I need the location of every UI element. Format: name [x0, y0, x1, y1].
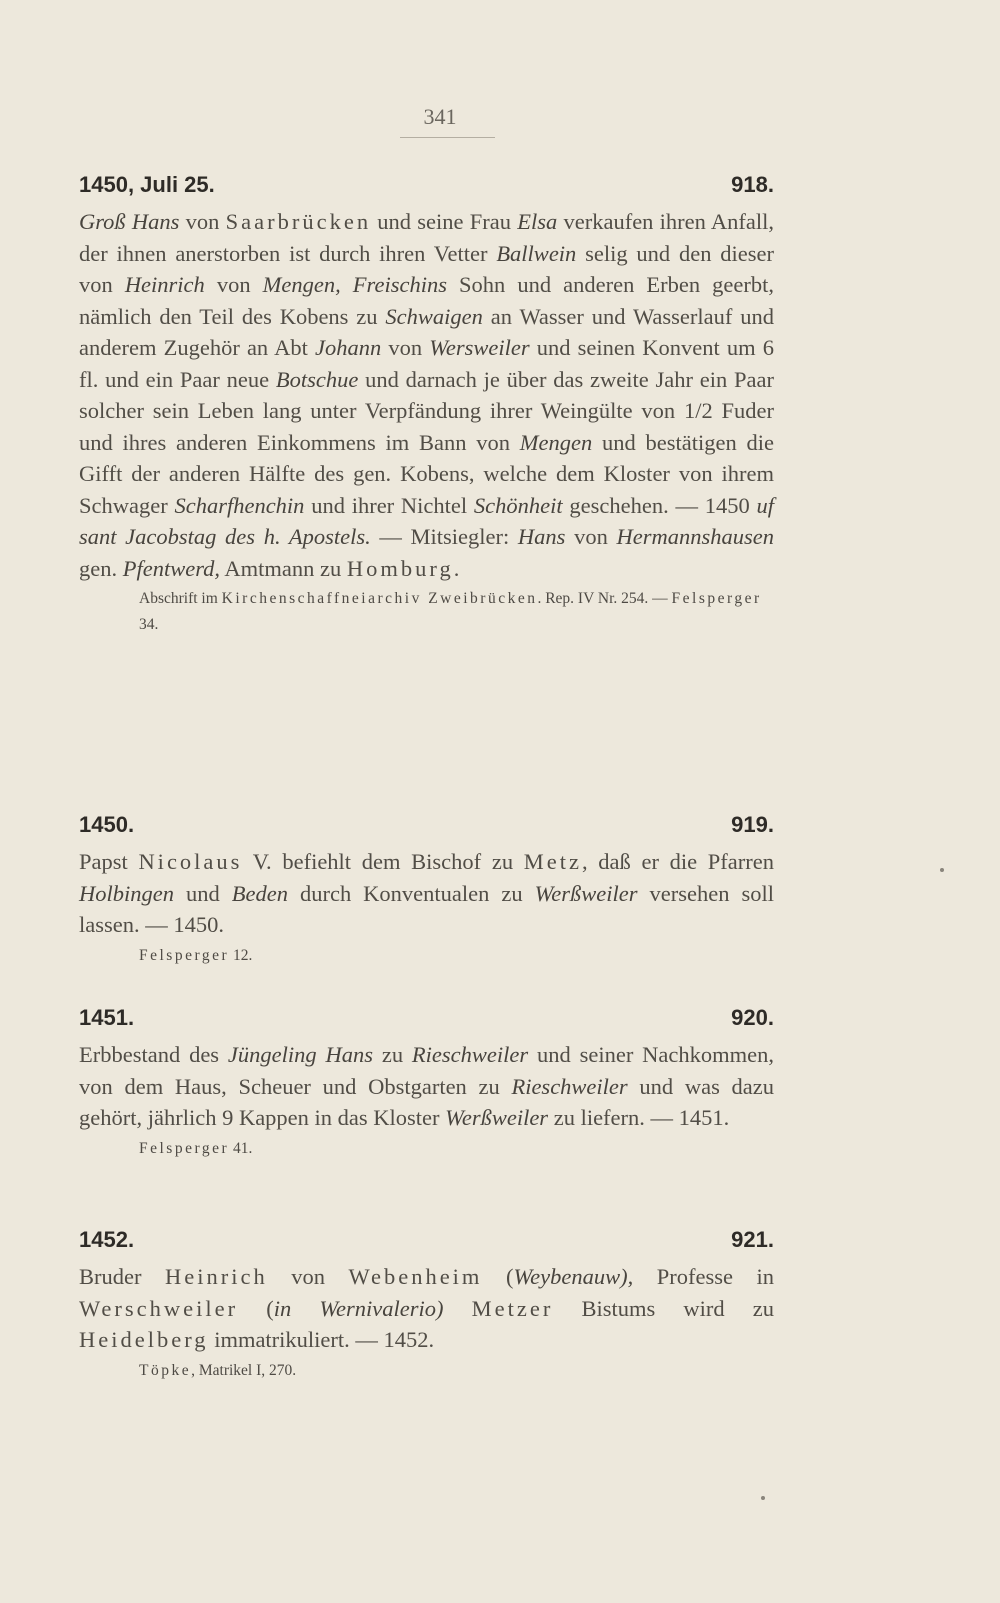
entry-921 [79, 1227, 774, 1384]
place-name: Wersweiler [429, 335, 530, 360]
text-run: zu liefern. — 1451. [548, 1105, 730, 1130]
person-name: Hans [517, 524, 566, 549]
text-run: von [565, 524, 617, 549]
source-author: Felsperger [139, 946, 230, 964]
text-run: und seine Frau [371, 209, 518, 234]
place-name: Rieschweiler [411, 1042, 529, 1067]
person-name: Scharfhenchin [174, 492, 305, 518]
person-name: Groß Hans [79, 209, 180, 234]
page-number-rule [400, 137, 495, 138]
text-run [444, 1296, 472, 1321]
entry-regest [79, 1261, 774, 1356]
text-run: Sohn und anderen Erben geerbt, nämlich den Teil des Kobens zu [79, 272, 775, 329]
person-name: Heinrich [165, 1264, 268, 1289]
place-name: Metzer [471, 1295, 554, 1321]
text-run: durch Konventualen zu [287, 880, 535, 906]
text-run: Professe in [633, 1264, 774, 1289]
entry-number: 919. [731, 812, 774, 837]
entry-source [79, 1136, 774, 1162]
source-text: 34. [139, 616, 159, 633]
text-run: Erbbestand des [79, 1042, 228, 1067]
text-run: und seinen Konvent um 6 fl. und ein Paar neue [79, 335, 775, 392]
entry-date: 1450. [79, 812, 135, 837]
text-run: versehen soll lassen. — 1450. [79, 880, 775, 937]
entry-source [79, 586, 774, 638]
person-name: Hermannshausen [616, 524, 775, 549]
text-run: ( [238, 1295, 274, 1321]
person-name: Heinrich [124, 272, 205, 297]
text-run: zu [372, 1042, 412, 1067]
entry-number: 920. [731, 1005, 774, 1030]
entry-header [79, 1005, 774, 1035]
place-name: Webenheim [348, 1264, 483, 1289]
entry-date: 1450, Juli 25. [79, 172, 215, 197]
place-name: Weybenauw), [513, 1264, 634, 1289]
text-run: und darnach je über das zweite Jahr ein Paar solcher sein Leben lang unter Verpfändung ihrer Weingülte von [79, 366, 774, 423]
text-run: immatrikuliert. — 1452. [208, 1327, 435, 1352]
source-text: 12. [229, 946, 253, 964]
text-run: Amtmann zu [220, 555, 347, 581]
source-text: . Rep. IV Nr. 254. — [537, 590, 672, 607]
page-number: 341 [423, 104, 457, 129]
text-run: und bestätigen die Gifft der anderen Hälfte des gen. Kobens, welche dem Kloster von ihrem Schwager [79, 429, 774, 518]
source-author: Töpke [139, 1361, 192, 1379]
text-run: Fuder und ihres anderen Einkommens im Bann von [79, 398, 775, 455]
person-name: Nicolaus [138, 849, 243, 874]
text-run: Bruder [79, 1264, 166, 1289]
place-name: Homburg [346, 555, 454, 581]
place-name: Heidelberg [79, 1327, 209, 1352]
text-run: verkaufen ihren Anfall, der ihnen anerstorben ist durch ihren Vetter [79, 209, 774, 266]
place-name: Werßweiler [534, 880, 638, 906]
text-run: und [174, 880, 232, 906]
text-run: von [381, 335, 430, 360]
source-text: Abschrift im [139, 590, 222, 607]
paper-speck [761, 1496, 765, 1500]
entry-number: 918. [731, 172, 774, 197]
entry-source [79, 1358, 774, 1384]
person-name: Elsa [517, 209, 558, 234]
source-text: , Matrikel I, 270. [191, 1361, 297, 1379]
text-run: von [267, 1264, 349, 1289]
text-run: Bistums wird zu [553, 1295, 774, 1321]
place-name: Mengen [519, 429, 593, 455]
text-run: Papst [79, 849, 139, 874]
place-name: Schwaigen [385, 303, 483, 329]
text-run: V. befiehlt dem Bischof zu [242, 849, 524, 874]
entry-date: 1451. [79, 1005, 135, 1030]
entry-919 [79, 812, 774, 969]
entry-920 [79, 1005, 774, 1162]
text-run: geschehen. — 1450 [562, 492, 757, 518]
text-run: ( [482, 1264, 514, 1289]
entry-regest [79, 206, 774, 584]
person-name: Pfentwerd, [122, 555, 221, 581]
entry-header [79, 1227, 774, 1257]
place-name: Metz [523, 849, 582, 874]
fraction: 1/2 [683, 398, 713, 423]
text-run: — Mitsiegler: [370, 524, 518, 549]
person-name: Jüngeling Hans [227, 1042, 373, 1067]
place-name: in Wernivalerio) [273, 1295, 444, 1321]
term: Botschue [275, 366, 359, 392]
text-run: gen. [79, 555, 123, 581]
person-name: Schönheit [473, 492, 563, 518]
text-run: und was dazu gehört, jährlich 9 Kappen in das Kloster [79, 1073, 774, 1130]
entry-header [79, 812, 774, 842]
entry-number: 921. [731, 1227, 774, 1252]
text-run: von [204, 272, 263, 297]
person-name: Mengen, Freischins [262, 272, 447, 297]
place-name: Saarbrücken [225, 209, 372, 234]
place-name: Rieschweiler [511, 1073, 628, 1099]
entry-regest [79, 1039, 774, 1134]
entry-header [79, 172, 774, 202]
entry-regest [79, 846, 774, 941]
text-run: . [453, 555, 460, 581]
person-name: Johann [314, 335, 382, 360]
date-phrase: uf sant Jacobstag des h. Apostels. [79, 492, 774, 549]
source-author: Felsperger [671, 590, 762, 607]
text-run: und ihrer Nichtel [304, 492, 474, 518]
place-name: Werschweiler [79, 1295, 239, 1321]
source-archive: Kirchenschaffneiarchiv Zweibrücken [221, 590, 538, 607]
entry-source [79, 943, 774, 969]
text-run: an Wasser und Wasserlauf und anderem Zugehör an Abt [79, 303, 774, 360]
paper-speck [940, 868, 944, 872]
place-name: Holbingen [79, 880, 174, 906]
source-text: 41. [229, 1139, 253, 1157]
source-author: Felsperger [139, 1139, 230, 1157]
place-name: Beden [231, 880, 288, 906]
text-run: und seiner Nachkommen, von dem Haus, Scheuer und Obstgarten zu [79, 1042, 774, 1099]
entry-918 [79, 172, 774, 638]
text-run: , daß er die Pfarren [581, 849, 774, 874]
text-run: von [179, 209, 226, 234]
entry-date: 1452. [79, 1227, 135, 1252]
person-name: Ballwein [496, 240, 577, 266]
place-name: Werßweiler [445, 1105, 549, 1130]
text-run: selig und den dieser von [79, 240, 774, 297]
